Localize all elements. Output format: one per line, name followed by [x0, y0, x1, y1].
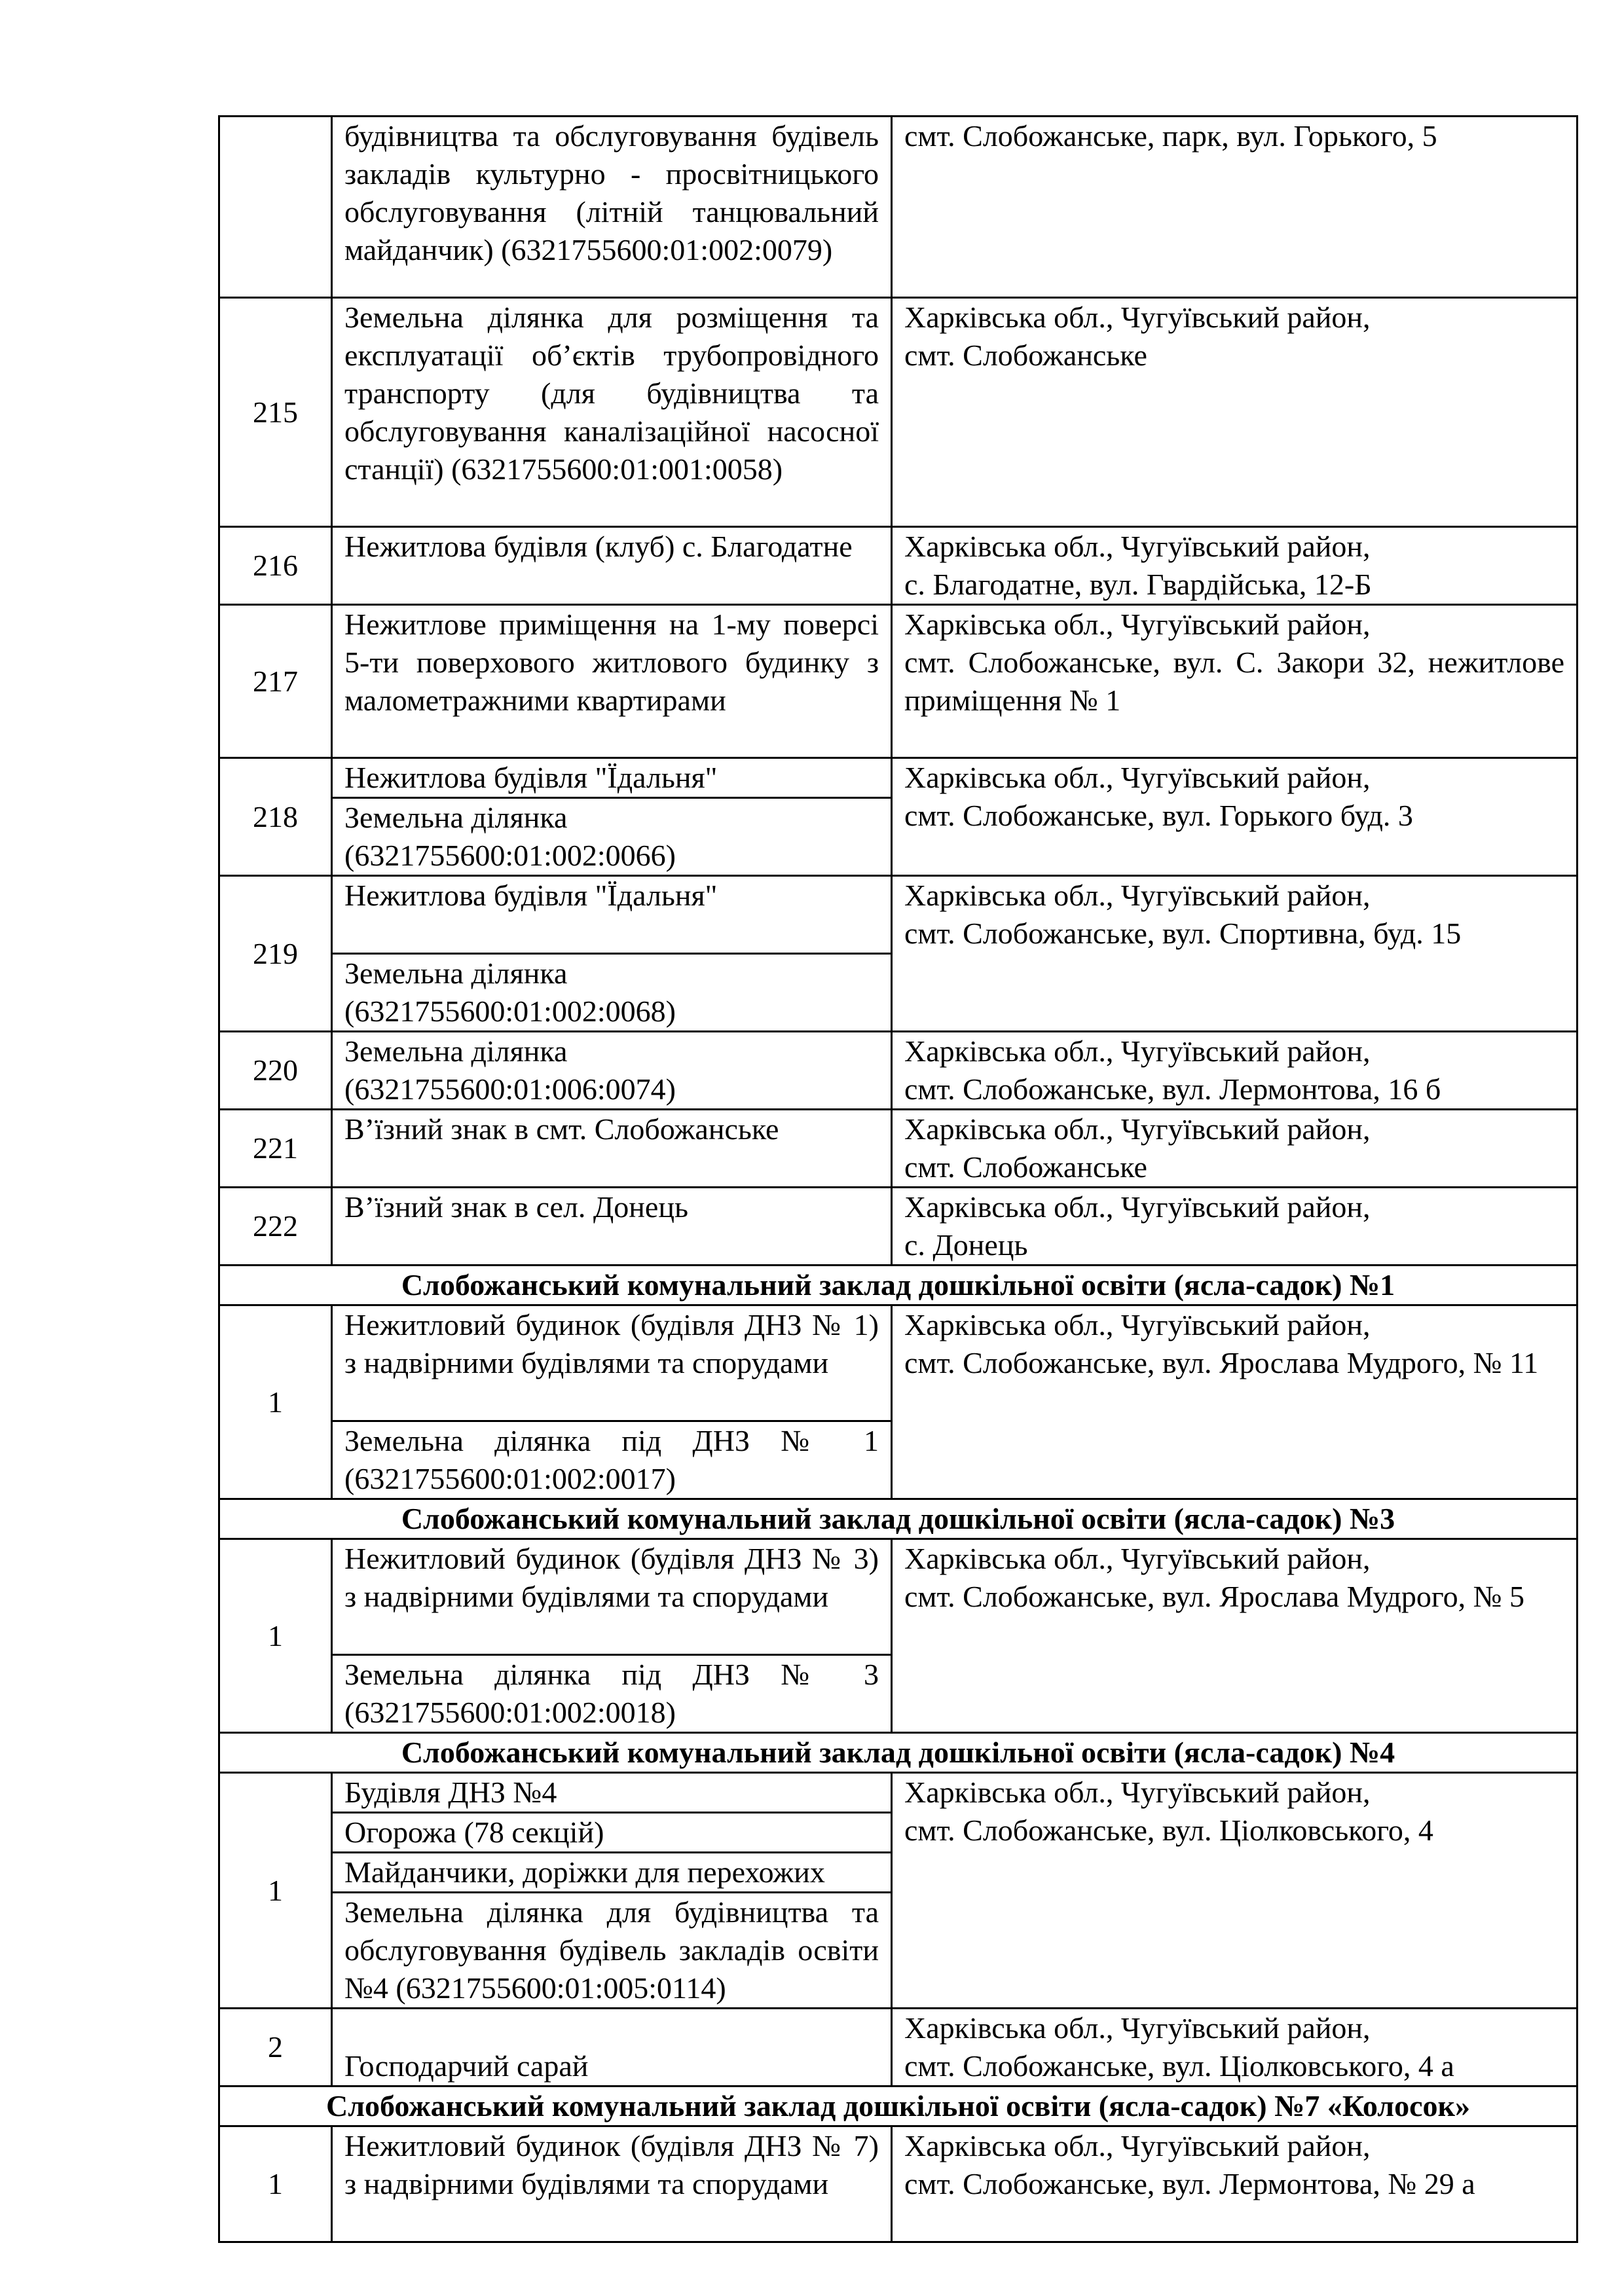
address-line: с. Донець: [904, 1228, 1028, 1262]
section-title: Слобожанський комунальний заклад дошкільної освіти (ясла-садок) №1: [219, 1266, 1578, 1305]
table-row: [219, 1032, 1578, 1110]
address-line: Харківська обл., Чугуївський район,: [904, 1308, 1371, 1341]
address-line: Харківська обл., Чугуївський район,: [904, 608, 1371, 641]
object-address: [892, 605, 1578, 758]
object-description: будівництва та обслуговування будівель закладів культурно - просвітницького обслуговування (літній танцювальний майданчик) (6321755600:01:002:0079): [332, 117, 892, 298]
address-line: смт. Слобожанське: [904, 338, 1147, 372]
table-row: [219, 298, 1578, 527]
section-header-row: [219, 1499, 1578, 1539]
address-line: Харківська обл., Чугуївський район,: [904, 2129, 1371, 2162]
table-row: [219, 605, 1578, 758]
address-line: смт. Слобожанське, вул. Горького буд. 3: [904, 799, 1413, 832]
row-number: 222: [219, 1188, 332, 1266]
object-description: Земельна ділянка (6321755600:01:006:0074): [332, 1032, 892, 1110]
address-line: смт. Слобожанське, вул. Спортивна, буд. 15: [904, 917, 1462, 950]
address-line: Харківська обл., Чугуївський район,: [904, 1190, 1371, 1224]
object-description: Будівля ДНЗ №4: [332, 1773, 892, 1813]
address-line: Харківська обл., Чугуївський район,: [904, 2011, 1371, 2045]
object-description: Майданчики, доріжки для перехожих: [332, 1853, 892, 1893]
table-row: [219, 2126, 1578, 2242]
object-description: Земельна ділянка під ДНЗ № 3 (6321755600:01:002:0018): [332, 1655, 892, 1733]
row-number: 216: [219, 527, 332, 605]
table-row: [219, 1305, 1578, 1421]
row-number: 217: [219, 605, 332, 758]
object-description: Нежитлова будівля "Їдальня": [332, 758, 892, 798]
object-address: [892, 2126, 1578, 2242]
object-description: Нежитлова будівля (клуб) с. Благодатне: [332, 527, 892, 605]
section-title: Слобожанський комунальний заклад дошкільної освіти (ясла-садок) №3: [219, 1499, 1578, 1539]
address-line: смт. Слобожанське, вул. Ярослава Мудрого, № 5: [904, 1580, 1524, 1613]
object-address: [892, 1188, 1578, 1266]
object-description: Земельна ділянка для розміщення та експлуатації об’єктів трубопровідного транспорту (для будівництва та обслуговування каналізаційної насосної станції) (6321755600:01:001:0058): [332, 298, 892, 527]
table-row: [219, 1188, 1578, 1266]
table-row: [219, 2009, 1578, 2086]
table-row: [219, 527, 1578, 605]
object-address: [892, 876, 1578, 1032]
object-address: [892, 527, 1578, 605]
table-row: [219, 1110, 1578, 1188]
object-address: [892, 298, 1578, 527]
address-line: Харківська обл., Чугуївський район,: [904, 1034, 1371, 1068]
table-row: [219, 876, 1578, 954]
object-description: Земельна ділянка для будівництва та обслуговування будівель закладів освіти №4 (6321755600:01:005:0114): [332, 1893, 892, 2009]
object-description: В’їзний знак в сел. Донець: [332, 1188, 892, 1266]
row-number: 1: [219, 1773, 332, 2009]
address-line: смт. Слобожанське, вул. Лермонтова, № 29 а: [904, 2167, 1475, 2200]
address-line: Харківська обл., Чугуївський район,: [904, 1776, 1371, 1809]
object-address: [892, 1305, 1578, 1499]
section-header-row: [219, 2086, 1578, 2126]
row-number: 218: [219, 758, 332, 876]
property-table: [218, 115, 1578, 2243]
row-number: 221: [219, 1110, 332, 1188]
table-row: [219, 1539, 1578, 1655]
object-description: Земельна ділянка (6321755600:01:002:0066): [332, 798, 892, 876]
address-line: смт. Слобожанське: [904, 1150, 1147, 1184]
row-number: 219: [219, 876, 332, 1032]
row-number: 2: [219, 2009, 332, 2086]
section-header-row: [219, 1266, 1578, 1305]
object-description: Нежитловий будинок (будівля ДНЗ № 7) з надвірними будівлями та спорудами: [332, 2126, 892, 2242]
object-address: [892, 1539, 1578, 1733]
address-line: Харківська обл., Чугуївський район,: [904, 1112, 1371, 1146]
table-row: [219, 117, 1578, 298]
row-number: 1: [219, 1539, 332, 1733]
address-line: Харківська обл., Чугуївський район,: [904, 761, 1371, 794]
address-line: с. Благодатне, вул. Гвардійська, 12-Б: [904, 568, 1372, 601]
object-address: [892, 1773, 1578, 2009]
row-number: 215: [219, 298, 332, 527]
object-address: [892, 758, 1578, 876]
object-description: Нежитловий будинок (будівля ДНЗ № 1) з надвірними будівлями та спорудами: [332, 1305, 892, 1421]
object-description: Земельна ділянка (6321755600:01:002:0068): [332, 954, 892, 1032]
address-line: смт. Слобожанське, вул. Ярослава Мудрого, № 11: [904, 1346, 1539, 1379]
address-line: смт. Слобожанське, вул. С. Закори 32, нежитлове приміщення № 1: [904, 646, 1564, 717]
address-line: смт. Слобожанське, вул. Ціолковського, 4: [904, 1813, 1433, 1847]
address-line: Харківська обл., Чугуївський район,: [904, 1542, 1371, 1575]
address-line: Харківська обл., Чугуївський район,: [904, 879, 1371, 912]
object-address: смт. Слобожанське, парк, вул. Горького, 5: [892, 117, 1578, 298]
object-description: Огорожа (78 секцій): [332, 1813, 892, 1853]
address-line: смт. Слобожанське, вул. Ціолковського, 4 а: [904, 2049, 1454, 2083]
object-address: [892, 2009, 1578, 2086]
address-line: смт. Слобожанське, вул. Лермонтова, 16 б: [904, 1072, 1441, 1106]
section-title: Слобожанський комунальний заклад дошкільної освіти (ясла-садок) №4: [219, 1733, 1578, 1773]
address-line: Харківська обл., Чугуївський район,: [904, 301, 1371, 334]
object-description: Нежитлова будівля "Їдальня": [332, 876, 892, 954]
row-number: [219, 117, 332, 298]
object-address: [892, 1110, 1578, 1188]
object-description: Господарчий сарай: [332, 2009, 892, 2086]
object-description: Нежитловий будинок (будівля ДНЗ № 3) з надвірними будівлями та спорудами: [332, 1539, 892, 1655]
table-row: [219, 758, 1578, 798]
object-description: Нежитлове приміщення на 1-му поверсі 5-ти поверхового житлового будинку з малометражними квартирами: [332, 605, 892, 758]
row-number: 1: [219, 2126, 332, 2242]
row-number: 220: [219, 1032, 332, 1110]
section-title: Слобожанський комунальний заклад дошкільної освіти (ясла-садок) №7 «Колосок»: [219, 2086, 1578, 2126]
object-address: [892, 1032, 1578, 1110]
row-number: 1: [219, 1305, 332, 1499]
table-row: [219, 1773, 1578, 1813]
object-description: В’їзний знак в смт. Слобожанське: [332, 1110, 892, 1188]
address-line: Харківська обл., Чугуївський район,: [904, 530, 1371, 563]
object-description: Земельна ділянка під ДНЗ № 1 (6321755600:01:002:0017): [332, 1421, 892, 1499]
section-header-row: [219, 1733, 1578, 1773]
